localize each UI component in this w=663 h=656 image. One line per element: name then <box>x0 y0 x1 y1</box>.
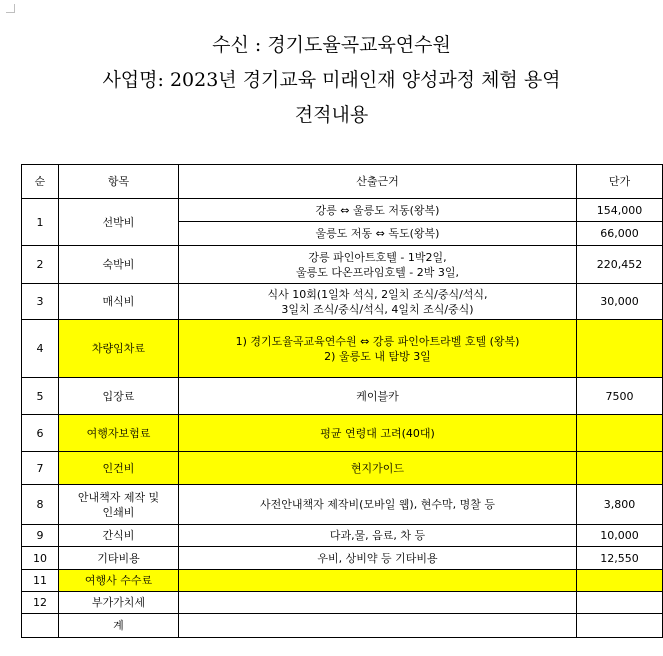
row-item: 입장료 <box>59 378 179 415</box>
table-row <box>22 452 663 485</box>
row-no: 2 <box>22 246 59 284</box>
row-item: 간식비 <box>59 525 179 547</box>
table-row <box>22 246 663 284</box>
project-name-title: 사업명: 2023년 경기교육 미래인재 양성과정 체험 용역 <box>102 69 561 91</box>
item-line: 인쇄비 <box>102 505 135 519</box>
row-no: 6 <box>22 415 59 452</box>
row-item: 인건비 <box>59 452 179 485</box>
row-basis: 현지가이드 <box>179 452 577 485</box>
row-no: 12 <box>22 592 59 614</box>
basis-line: 2) 울릉도 내 탐방 3일 <box>324 349 431 363</box>
row-price <box>577 320 663 378</box>
row-basis: 울릉도 저동 ⇔ 독도(왕복) <box>179 222 577 246</box>
row-basis: 평균 연령대 고려(40대) <box>179 415 577 452</box>
row-no: 4 <box>22 320 59 378</box>
row-no: 9 <box>22 525 59 547</box>
row-price <box>577 415 663 452</box>
row-basis <box>179 246 577 284</box>
table-row <box>22 284 663 320</box>
basis-line: 식사 10회(1일차 석식, 2일치 조식/중식/석식, <box>267 287 488 301</box>
basis-line: 강릉 파인아트호텔 - 1박2일, <box>308 250 447 264</box>
row-item: 부가가치세 <box>59 592 179 614</box>
row-basis <box>179 614 577 638</box>
row-price: 30,000 <box>577 284 663 320</box>
row-basis <box>179 592 577 614</box>
row-price: 10,000 <box>577 525 663 547</box>
row-item: 매식비 <box>59 284 179 320</box>
table-row <box>22 415 663 452</box>
row-price <box>577 452 663 485</box>
row-price: 154,000 <box>577 199 663 222</box>
basis-line: 울릉도 다온프라임호텔 - 2박 3일, <box>296 265 459 279</box>
row-item: 여행사 수수료 <box>59 570 179 592</box>
row-no: 1 <box>22 199 59 246</box>
header-basis: 산출근거 <box>179 165 577 199</box>
recipient-title: 수신 : 경기도율곡교육연수원 <box>212 34 451 56</box>
page-corner-mark <box>6 4 15 13</box>
table-row <box>22 378 663 415</box>
row-price <box>577 592 663 614</box>
row-item: 여행자보험료 <box>59 415 179 452</box>
row-no: 7 <box>22 452 59 485</box>
row-item: 숙박비 <box>59 246 179 284</box>
quote-table <box>21 164 663 638</box>
row-price <box>577 570 663 592</box>
row-basis: 케이블카 <box>179 378 577 415</box>
row-no: 5 <box>22 378 59 415</box>
header-price: 단가 <box>577 165 663 199</box>
table-row <box>22 485 663 525</box>
row-price: 220,452 <box>577 246 663 284</box>
header-no: 순 <box>22 165 59 199</box>
row-item: 차량임차료 <box>59 320 179 378</box>
table-row <box>22 570 663 592</box>
row-basis: 다과,물, 음료, 차 등 <box>179 525 577 547</box>
row-no: 3 <box>22 284 59 320</box>
row-no: 10 <box>22 547 59 570</box>
table-row <box>22 320 663 378</box>
row-item: 기타비용 <box>59 547 179 570</box>
quote-details-title: 견적내용 <box>294 104 369 126</box>
item-line: 안내책자 제작 및 <box>77 490 160 504</box>
row-item: 계 <box>59 614 179 638</box>
row-price <box>577 614 663 638</box>
row-item: 선박비 <box>59 199 179 246</box>
row-basis <box>179 284 577 320</box>
basis-line: 1) 경기도율곡교육연수원 ⇔ 강릉 파인아트라벨 호텔 (왕복) <box>235 334 520 348</box>
row-basis: 우비, 상비약 등 기타비용 <box>179 547 577 570</box>
table-row <box>22 525 663 547</box>
row-basis: 사전안내책자 제작비(모바일 웹), 현수막, 명찰 등 <box>179 485 577 525</box>
header-item: 항목 <box>59 165 179 199</box>
row-price: 3,800 <box>577 485 663 525</box>
table-header-row <box>22 165 663 199</box>
table-total-row <box>22 614 663 638</box>
row-basis <box>179 570 577 592</box>
row-basis: 강릉 ⇔ 울릉도 저동(왕복) <box>179 199 577 222</box>
row-no <box>22 614 59 638</box>
row-basis <box>179 320 577 378</box>
row-no: 8 <box>22 485 59 525</box>
row-price: 7500 <box>577 378 663 415</box>
row-no: 11 <box>22 570 59 592</box>
table-row <box>22 547 663 570</box>
table-row <box>22 592 663 614</box>
row-price: 66,000 <box>577 222 663 246</box>
row-item <box>59 485 179 525</box>
basis-line: 3일치 조식/중식/석식, 4일치 조식/중식) <box>281 302 474 316</box>
row-price: 12,550 <box>577 547 663 570</box>
table-row <box>22 199 663 222</box>
